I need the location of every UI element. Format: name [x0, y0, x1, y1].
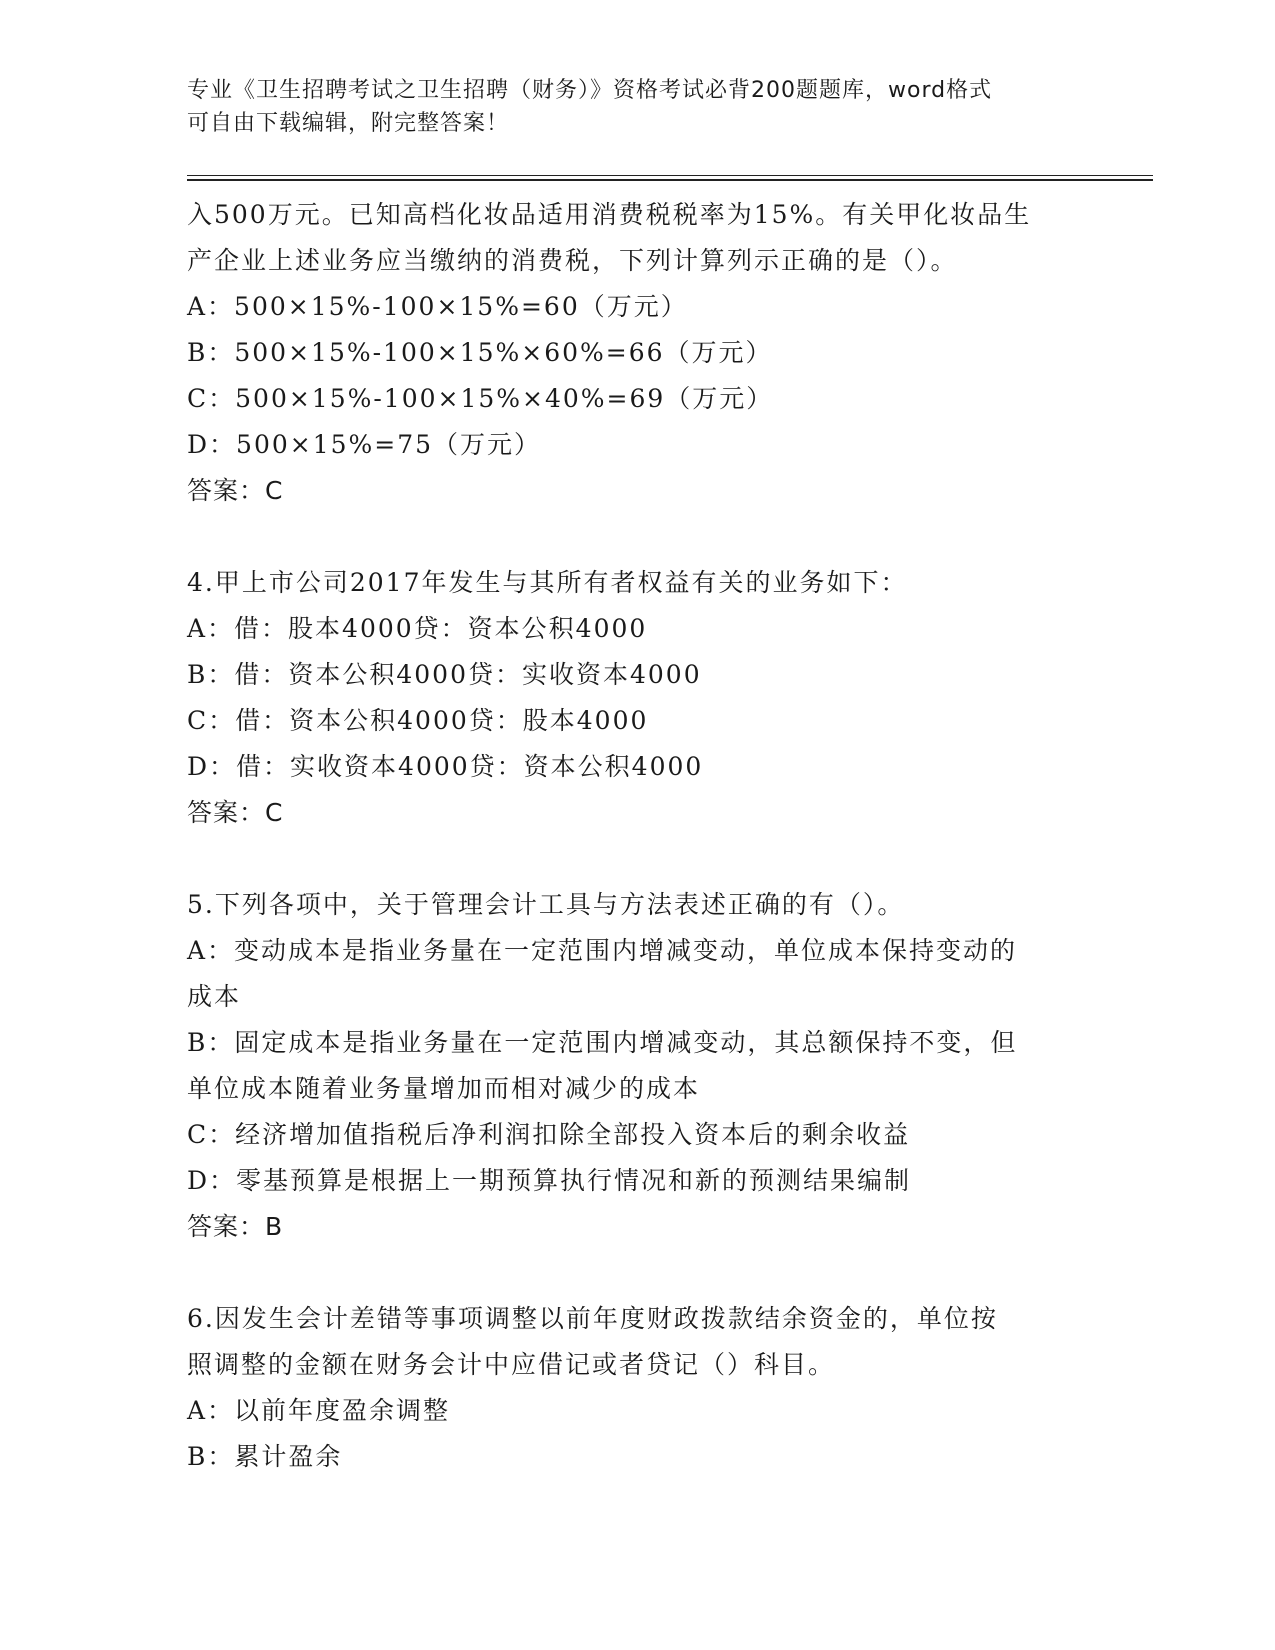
option-b: B：500×15%-100×15%×60%=66（万元）: [187, 338, 773, 367]
option-a: A：变动成本是指业务量在一定范围内增减变动，单位成本保持变动的: [187, 936, 1018, 965]
question-spacer: [187, 514, 1087, 560]
header-divider: [187, 175, 1153, 181]
option-a: A：借：股本4000贷：资本公积4000: [187, 614, 648, 643]
question-text: 5.下列各项中，关于管理会计工具与方法表述正确的有（）。: [187, 890, 905, 919]
option-a: A：500×15%-100×15%=60（万元）: [187, 292, 688, 321]
answer-label: 答案：B: [187, 1212, 284, 1241]
answer-label: 答案：C: [187, 798, 284, 827]
question-content: [187, 192, 1087, 1480]
page-header: [187, 74, 1087, 140]
option-a-continued: 成本: [187, 982, 242, 1011]
option-b-continued: 单位成本随着业务量增加而相对减少的成本: [187, 1074, 701, 1103]
question-spacer: [187, 1250, 1087, 1296]
option-b: B：固定成本是指业务量在一定范围内增减变动，其总额保持不变，但: [187, 1028, 1018, 1057]
header-line-1: 专业《卫生招聘考试之卫生招聘（财务）》资格考试必背200题题库，word格式: [187, 78, 993, 103]
option-b: B：借：资本公积4000贷：实收资本4000: [187, 660, 702, 689]
question-5: [187, 882, 1087, 1250]
question-text: 6.因发生会计差错等事项调整以前年度财政拨款结余资金的，单位按: [187, 1304, 998, 1333]
question-text: 照调整的金额在财务会计中应借记或者贷记（）科目。: [187, 1350, 836, 1379]
question-3: [187, 192, 1087, 514]
option-d: D：500×15%=75（万元）: [187, 430, 542, 459]
question-text: 4.甲上市公司2017年发生与其所有者权益有关的业务如下：: [187, 568, 908, 597]
option-d: D：借：实收资本4000贷：资本公积4000: [187, 752, 704, 781]
header-line-2: 可自由下载编辑，附完整答案！: [187, 111, 510, 136]
option-c: C：借：资本公积4000贷：股本4000: [187, 706, 649, 735]
question-6: [187, 1296, 1087, 1480]
option-c: C：500×15%-100×15%×40%=69（万元）: [187, 384, 774, 413]
question-spacer: [187, 836, 1087, 882]
option-c: C：经济增加值指税后净利润扣除全部投入资本后的剩余收益: [187, 1120, 911, 1149]
answer-label: 答案：C: [187, 476, 284, 505]
option-b: B：累计盈余: [187, 1442, 343, 1471]
option-a: A：以前年度盈余调整: [187, 1396, 451, 1425]
question-text: 入500万元。已知高档化妆品适用消费税税率为15%。有关甲化妆品生: [187, 200, 1032, 229]
question-4: [187, 560, 1087, 836]
question-text: 产企业上述业务应当缴纳的消费税，下列计算列示正确的是（）。: [187, 246, 958, 275]
option-d: D：零基预算是根据上一期预算执行情况和新的预测结果编制: [187, 1166, 912, 1195]
